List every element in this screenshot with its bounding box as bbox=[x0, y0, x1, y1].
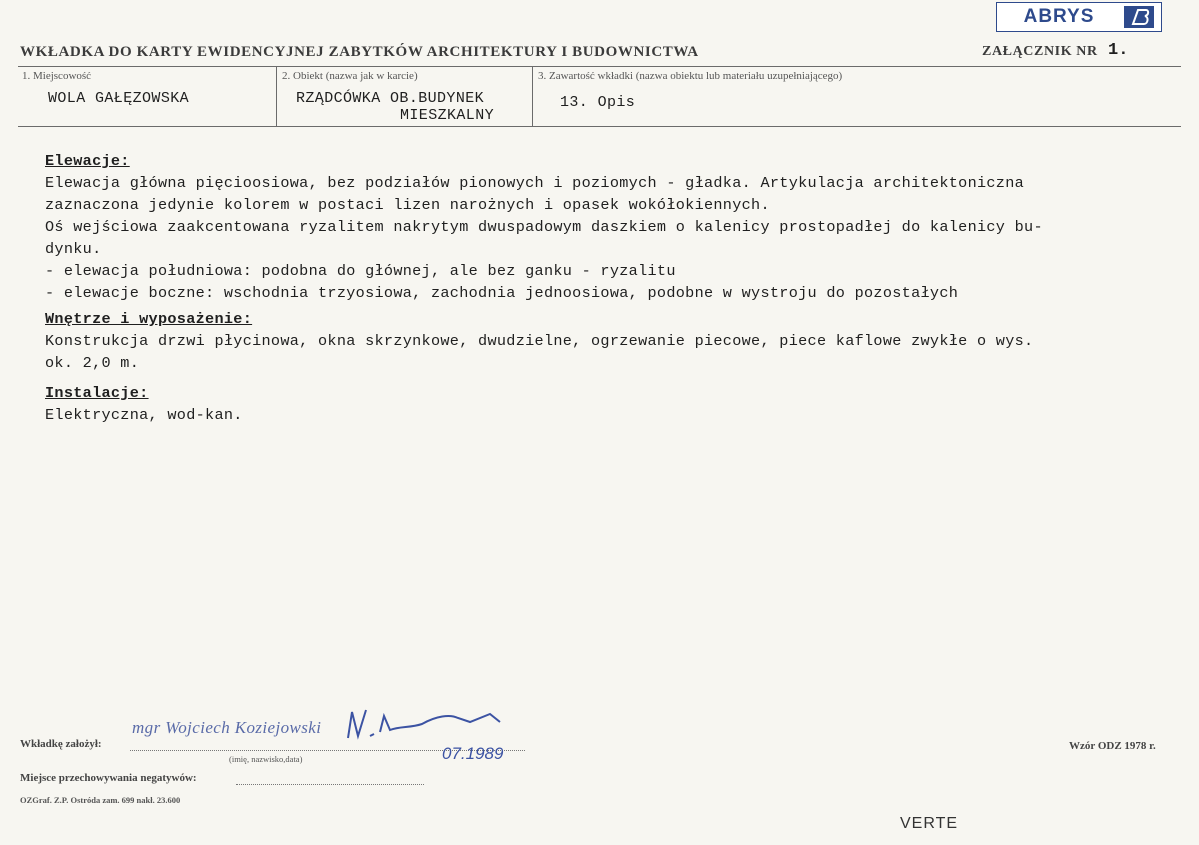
content-value: 13. Opis bbox=[560, 94, 636, 111]
interior-line: Konstrukcja drzwi płycinowa, okna skrzynkowe, dwudzielne, ogrzewanie piecowe, piece kaflowe zwykłe o wys. bbox=[45, 332, 1034, 350]
printer-info: OZGraf. Z.P. Ostróda zam. 699 nakł. 23.600 bbox=[20, 795, 181, 805]
elevations-heading: Elewacje: bbox=[45, 152, 130, 170]
field-divider-1 bbox=[276, 66, 277, 126]
interior-line: ok. 2,0 m. bbox=[45, 354, 140, 372]
installations-heading: Instalacje: bbox=[45, 384, 149, 402]
signature-date: 07.1989 bbox=[442, 744, 504, 763]
field-divider-2 bbox=[532, 66, 533, 126]
object-value-line2: MIESZKALNY bbox=[400, 107, 495, 124]
form-id: Wzór ODZ 1978 r. bbox=[1069, 740, 1156, 752]
content-label: 3. Zawartość wkładki (nazwa obiektu lub materiału uzupełniającego) bbox=[538, 70, 843, 82]
handwritten-signature bbox=[340, 702, 520, 750]
signer-stamp: mgr Wojciech Koziejowski bbox=[132, 718, 322, 737]
description-body bbox=[45, 150, 1165, 426]
elevations-line: - elewacja południowa: podobna do głównej, ale bez ganku - ryzalitu bbox=[45, 262, 676, 280]
elevations-line: Oś wejściowa zaakcentowana ryzalitem nakrytym dwuspadowym daszkiem o kalenicy prostopadłej do kalenicy bu- bbox=[45, 218, 1043, 236]
elevations-line: - elewacje boczne: wschodnia trzyosiowa, zachodnia jednoosiowa, podobne w wystroju do pozostałych bbox=[45, 284, 959, 302]
abrys-logo bbox=[996, 2, 1162, 32]
locality-label: 1. Miejscowość bbox=[22, 70, 92, 82]
interior-heading: Wnętrze i wyposażenie: bbox=[45, 310, 253, 328]
elevations-line: zaznaczona jedynie kolorem w postaci lizen narożnych i opasek wokółokiennych. bbox=[45, 196, 770, 214]
verte-note: VERTE bbox=[900, 815, 959, 832]
signer-caption: (imię, nazwisko,data) bbox=[229, 754, 303, 764]
object-label: 2. Obiekt (nazwa jak w karcie) bbox=[282, 70, 418, 82]
locality-value: WOLA GAŁĘZOWSKA bbox=[48, 90, 190, 107]
negatives-label: Miejsce przechowywania negatywów: bbox=[20, 772, 197, 784]
field-top-rule bbox=[18, 66, 1181, 67]
field-bottom-rule bbox=[18, 126, 1181, 127]
elevations-line: dynku. bbox=[45, 240, 102, 258]
negatives-dotted-line bbox=[236, 784, 424, 785]
created-by-label: Wkładkę założył: bbox=[20, 738, 102, 750]
object-value-line1: RZĄDCÓWKA OB.BUDYNEK bbox=[296, 90, 485, 107]
logo-mark-icon bbox=[1124, 6, 1154, 28]
installations-line: Elektryczna, wod-kan. bbox=[45, 406, 243, 424]
annex-number: 1. bbox=[1108, 41, 1129, 60]
form-title: WKŁADKA DO KARTY EWIDENCYJNEJ ZABYTKÓW ARCHITEKTURY I BUDOWNICTWA bbox=[20, 44, 699, 60]
elevations-line: Elewacja główna pięcioosiowa, bez podziałów pionowych i poziomych - gładka. Artykulacja architektoniczna bbox=[45, 174, 1025, 192]
annex-label: ZAŁĄCZNIK NR bbox=[982, 44, 1098, 59]
logo-text: ABRYS bbox=[1023, 6, 1095, 27]
spacer bbox=[45, 374, 1165, 382]
